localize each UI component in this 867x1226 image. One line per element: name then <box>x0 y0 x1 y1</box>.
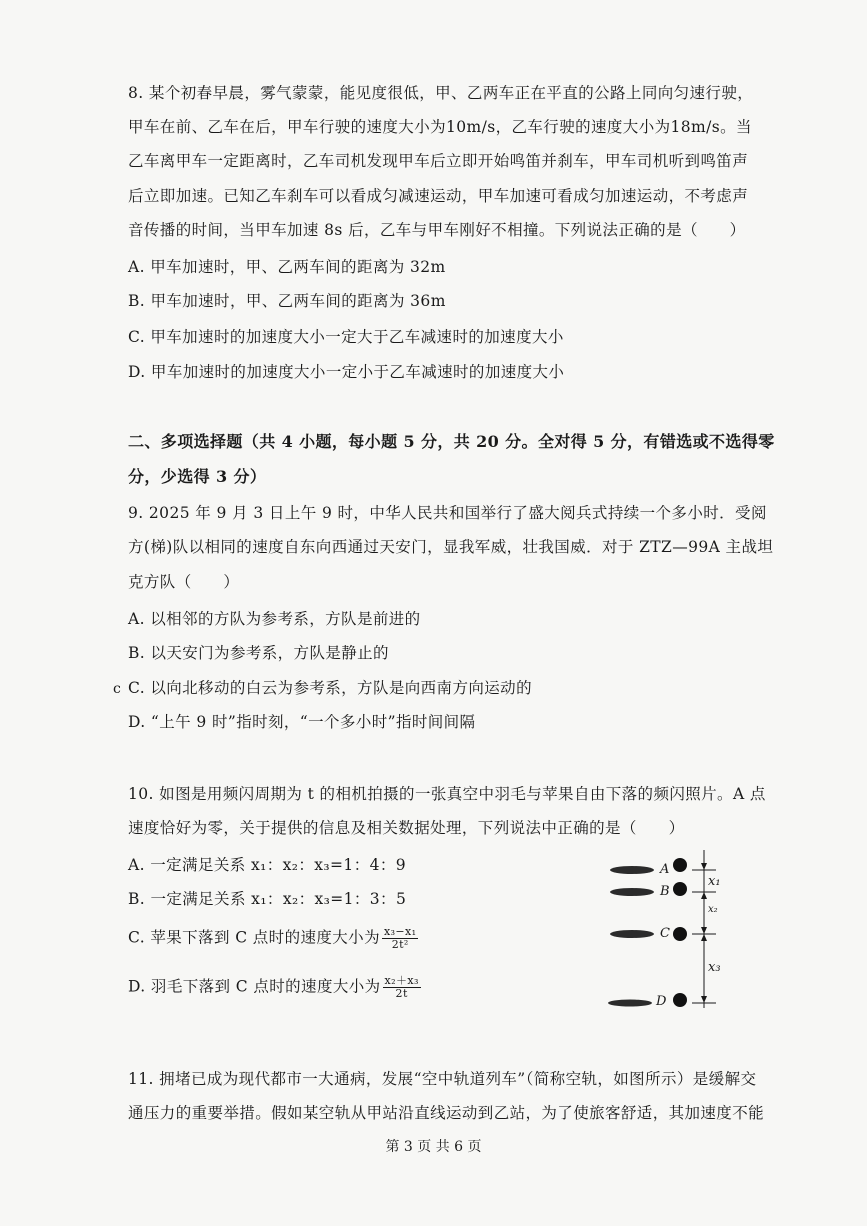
q9-line-3: 克方队（ ） <box>128 573 240 591</box>
q9-option-a: A. 以相邻的方队为参考系，方队是前进的 <box>128 610 421 628</box>
q10-line-2: 速度恰好为零，关于提供的信息及相关数据处理，下列说法中正确的是（ ） <box>128 819 685 837</box>
apple-icon <box>673 993 687 1007</box>
feather-icon <box>610 866 654 874</box>
arrow-head-icon <box>701 927 707 934</box>
q10-option-d-text: D. 羽毛下落到 C 点时的速度大小为 <box>128 977 381 996</box>
q10-option-d <box>128 975 421 1000</box>
apple-icon <box>673 882 687 896</box>
arrow-head-icon <box>701 863 707 870</box>
point-label-a: A <box>660 862 670 877</box>
arrow-head-icon <box>701 934 707 941</box>
section2-heading-line-2: 分，少选得 3 分） <box>128 467 267 486</box>
fraction-numerator: x₃−x₁ <box>383 925 417 938</box>
q10-option-b: B. 一定满足关系 x₁：x₂：x₃=1：3：5 <box>128 890 407 908</box>
distance-label-x3: x₃ <box>708 960 721 975</box>
q8-line-2: 甲车在前、乙车在后，甲车行驶的速度大小为10m/s，乙车行驶的速度大小为18m/s。当 <box>128 118 752 136</box>
point-label-d: D <box>656 994 667 1009</box>
feather-icon <box>610 888 654 896</box>
arrow-head-icon <box>701 996 707 1003</box>
point-label-b: B <box>660 884 670 899</box>
fraction-denominator: 2t <box>395 987 408 1000</box>
stray-mark: c <box>113 681 121 697</box>
q11-line-2: 通压力的重要举措。假如某空轨从甲站沿直线运动到乙站，为了使旅客舒适，其加速度不能 <box>128 1104 765 1122</box>
arrow-head-icon <box>701 892 707 899</box>
q10-line-1: 10. 如图是用频闪周期为 t 的相机拍摄的一张真空中羽毛与苹果自由下落的频闪照片。A 点 <box>128 785 766 803</box>
q9-line-1: 9. 2025 年 9 月 3 日上午 9 时，中华人民共和国举行了盛大阅兵式持续一个多小时．受阅 <box>128 504 767 522</box>
page-footer: 第 3 页 共 6 页 <box>385 1139 482 1155</box>
feather-icon <box>608 1000 652 1007</box>
q8-option-b: B. 甲车加速时，甲、乙两车间的距离为 36m <box>128 292 446 310</box>
fraction-numerator: x₂＋x₃ <box>384 974 419 987</box>
q8-line-4: 后立即加速。已知乙车刹车可以看成匀减速运动，甲车加速可看成匀加速运动，不考虑声 <box>128 187 749 205</box>
q11-line-1: 11. 拥堵已成为现代都市一大通病，发展“空中轨道列车”（简称空轨，如图所示）是缓解交 <box>128 1070 757 1088</box>
fraction-denominator: 2t² <box>391 938 409 951</box>
section2-heading-line-1: 二、多项选择题（共 4 小题，每小题 5 分，共 20 分。全对得 5 分，有错选或不选得零 <box>128 432 775 451</box>
q8-line-1: 8. 某个初春早晨，雾气蒙蒙，能见度很低，甲、乙两车正在平直的公路上同向匀速行驶， <box>128 84 754 102</box>
q10-option-d-fraction <box>383 975 421 1000</box>
q9-option-c: C. 以向北移动的白云为参考系，方队是向西南方向运动的 <box>128 679 532 697</box>
q8-option-d: D. 甲车加速时的加速度大小一定小于乙车减速时的加速度大小 <box>128 363 565 381</box>
q10-option-c <box>128 926 418 951</box>
strobe-figure <box>600 848 730 1013</box>
q8-line-3: 乙车离甲车一定距离时，乙车司机发现甲车后立即开始鸣笛并刹车，甲车司机听到鸣笛声 <box>128 152 749 170</box>
q8-option-c: C. 甲车加速时的加速度大小一定大于乙车减速时的加速度大小 <box>128 328 564 346</box>
apple-icon <box>673 927 687 941</box>
feather-icon <box>610 930 654 938</box>
distance-label-x1: x₁ <box>708 874 721 889</box>
q9-option-b: B. 以天安门为参考系，方队是静止的 <box>128 644 389 662</box>
apple-icon <box>673 858 687 872</box>
q9-line-2: 方(梯)队以相同的速度自东向西通过天安门，显我军威，壮我国威．对于 ZTZ—99A 主战坦 <box>128 538 774 556</box>
distance-label-x2: x₂ <box>708 904 718 915</box>
q8-option-a: A. 甲车加速时，甲、乙两车间的距离为 32m <box>128 258 446 276</box>
q10-option-a: A. 一定满足关系 x₁：x₂：x₃=1：4：9 <box>128 856 407 874</box>
q8-line-5: 音传播的时间，当甲车加速 8s 后，乙车与甲车刚好不相撞。下列说法正确的是（ ） <box>128 221 746 239</box>
point-label-c: C <box>660 926 670 941</box>
q10-option-c-text: C. 苹果下落到 C 点时的速度大小为 <box>128 928 380 947</box>
q9-option-d: D. “上午 9 时”指时刻，“一个多小时”指时间间隔 <box>128 713 476 731</box>
q10-option-c-fraction <box>382 926 418 951</box>
